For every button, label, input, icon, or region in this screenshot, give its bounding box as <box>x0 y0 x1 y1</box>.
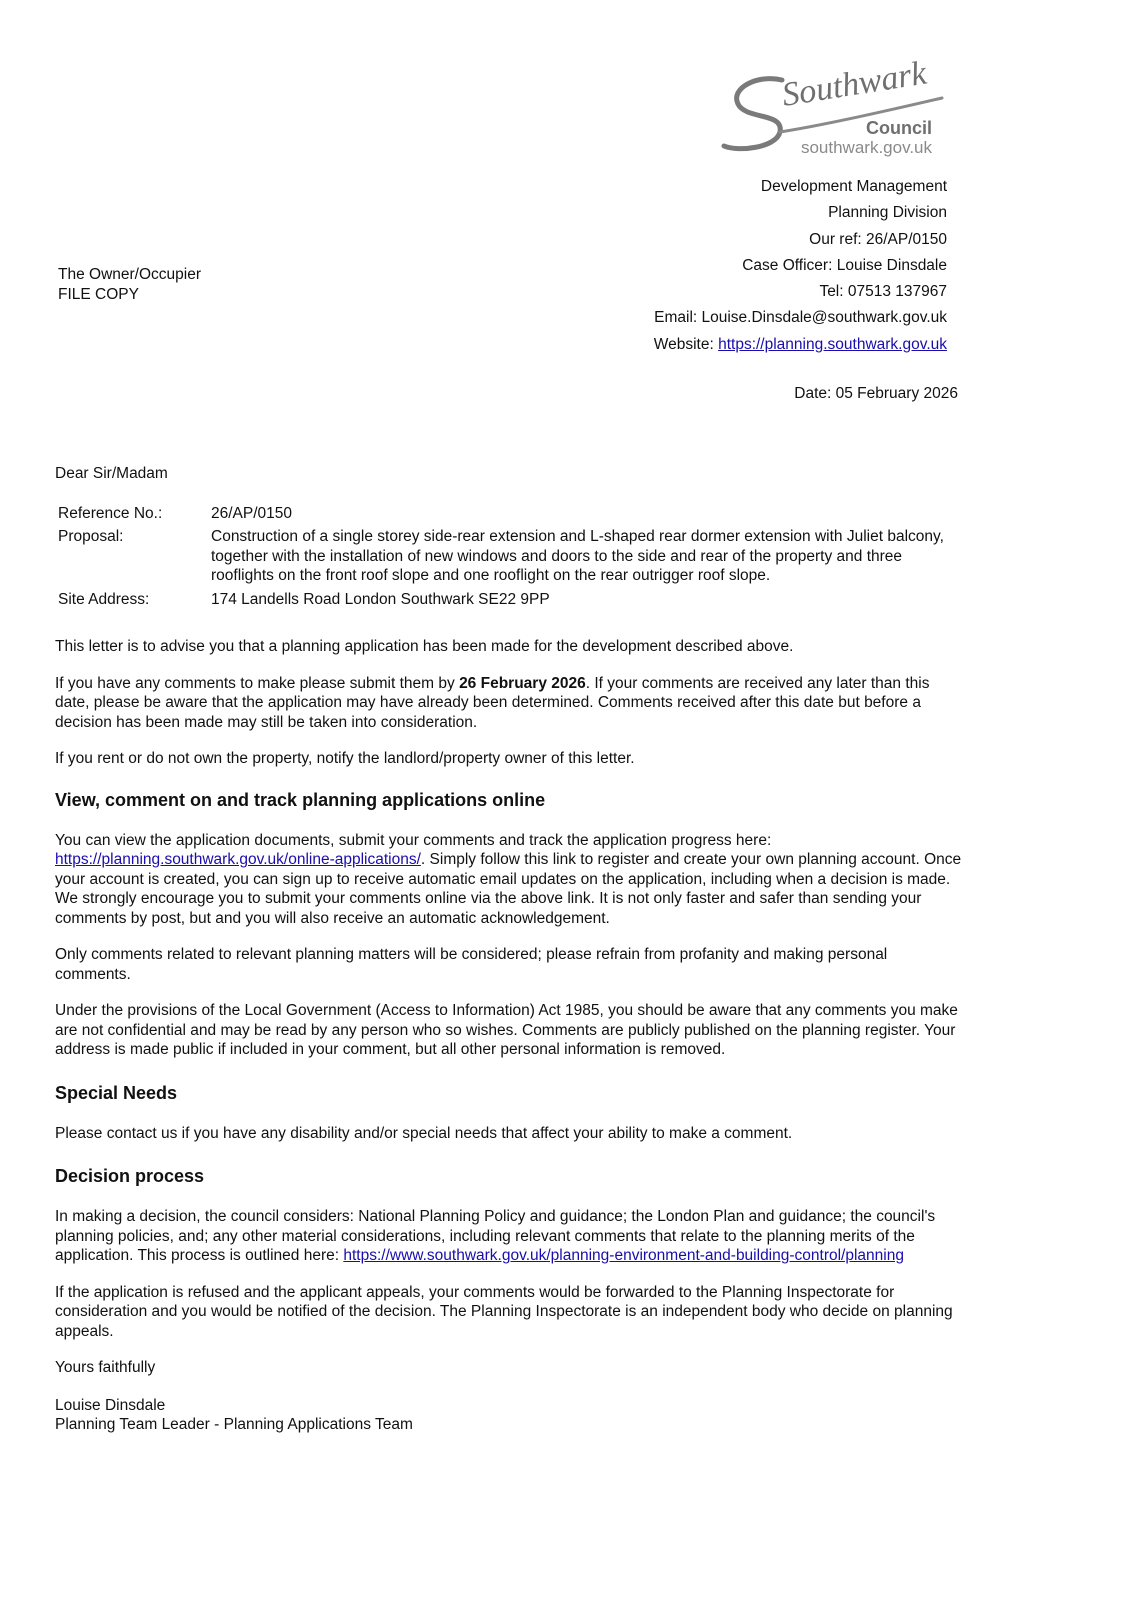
online-text-after: . Simply follow this link to register and create your own planning account. Once your account is created, you can sign up to receive automatic email updates on the application, including when a decision is made. We strongly encourage you to submit your comments online via the above link. It is not only faster and safer than sending your comments by post, but and you will also receive an automatic acknowledgement. <box>55 851 962 927</box>
detail-value: 174 Landells Road London Southwark SE22 9PP <box>211 590 550 608</box>
special-needs-paragraph: Please contact us if you have any disability and/or special needs that affect your ability to make a comment. <box>55 1124 793 1142</box>
signature-title: Planning Team Leader - Planning Applications Team <box>55 1416 413 1433</box>
telephone: Tel: 07513 137967 <box>819 283 947 301</box>
special-needs-heading: Special Needs <box>55 1082 178 1103</box>
logo-council: Council <box>866 118 932 138</box>
comments-paragraph <box>55 674 965 733</box>
letter-date: Date: 05 February 2026 <box>794 385 958 402</box>
decision-heading: Decision process <box>55 1166 205 1186</box>
online-text-before: You can view the application documents, submit your comments and track the application progress here: <box>55 831 772 849</box>
detail-row-reference <box>55 504 961 528</box>
logo-wordmark: Southwark <box>779 54 929 114</box>
online-paragraph-3: Under the provisions of the Local Government (Access to Information) Act 1985, you should be aware that any comments you make are not confidential and may be read by any person who so wishes. Comments are publicly published on the planning register. Your address is made public if included in your comment, but all other personal information is removed. <box>55 1002 958 1058</box>
southwark-council-logo <box>720 48 960 163</box>
comments-text-before: If you have any comments to make please submit them by <box>55 674 460 692</box>
detail-label: Site Address: <box>58 590 150 608</box>
recipient-line-2: FILE COPY <box>58 285 139 303</box>
detail-label: Reference No.: <box>58 504 163 522</box>
signature-name: Louise Dinsdale <box>55 1396 166 1414</box>
rent-paragraph: If you rent or do not own the property, notify the landlord/property owner of this letter. <box>55 750 635 767</box>
email: Email: Louise.Dinsdale@southwark.gov.uk <box>654 309 947 327</box>
website-line <box>527 332 947 358</box>
recipient-address <box>58 265 201 304</box>
application-details <box>55 504 961 614</box>
closing: Yours faithfully <box>55 1359 156 1376</box>
logo-website: southwark.gov.uk <box>800 138 932 157</box>
online-heading: View, comment on and track planning applications online <box>55 789 546 810</box>
detail-value: Construction of a single storey side-rear extension and L-shaped rear dormer extension with Juliet balcony, together with the installation of new windows and doors to the side and rear of the property and three rooflights on the front roof slope and one rooflight on the rear outrigger roof slope. <box>211 528 944 584</box>
detail-row-proposal <box>55 527 961 590</box>
salutation: Dear Sir/Madam <box>55 465 168 482</box>
advise-paragraph: This letter is to advise you that a planning application has been made for the development described above. <box>55 638 794 655</box>
our-ref: Our ref: 26/AP/0150 <box>809 230 947 248</box>
letter-body <box>55 464 965 1435</box>
detail-label: Proposal: <box>58 528 124 545</box>
signature-block <box>55 1396 965 1435</box>
detail-row-site-address <box>55 590 961 614</box>
online-applications-link[interactable]: https://planning.southwark.gov.uk/online-applications/ <box>55 851 421 868</box>
website-label: Website: <box>653 335 719 353</box>
online-paragraph-2: Only comments related to relevant planning matters will be considered; please refrain from profanity and making personal comments. <box>55 946 888 983</box>
decision-paragraph-2: If the application is refused and the applicant appeals, your comments would be forwarded to the Planning Inspectorate for consideration and you would be notified of the decision. The Planning Inspectorate is an independent body who decide on planning appeals. <box>55 1283 953 1340</box>
case-officer: Case Officer: Louise Dinsdale <box>742 256 947 274</box>
online-paragraph-1 <box>55 831 965 929</box>
recipient-line-1: The Owner/Occupier <box>58 266 201 283</box>
decision-paragraph-1 <box>55 1207 965 1266</box>
decision-text-before: In making a decision, the council considers: National Planning Policy and guidance; the London Plan and guidance; the council's planning policies, and; any other material considerations, including relevant comments that relate to the planning merits of the application. This process is outlined here: <box>55 1208 936 1264</box>
comments-deadline: 26 February 2026 <box>459 674 586 692</box>
division: Planning Division <box>828 204 947 222</box>
comments-text-after: . If your comments are received any later than this date, please be aware that the application may have already been determined. Comments received after this date but before a decision has been made may still be taken into consideration. <box>55 674 930 731</box>
detail-value: 26/AP/0150 <box>211 504 293 522</box>
contact-block <box>527 174 947 358</box>
planning-process-link[interactable]: https://www.southwark.gov.uk/planning-environment-and-building-control/planning <box>343 1247 904 1264</box>
department: Development Management <box>760 178 947 195</box>
website-link[interactable]: https://planning.southwark.gov.uk <box>718 335 947 353</box>
